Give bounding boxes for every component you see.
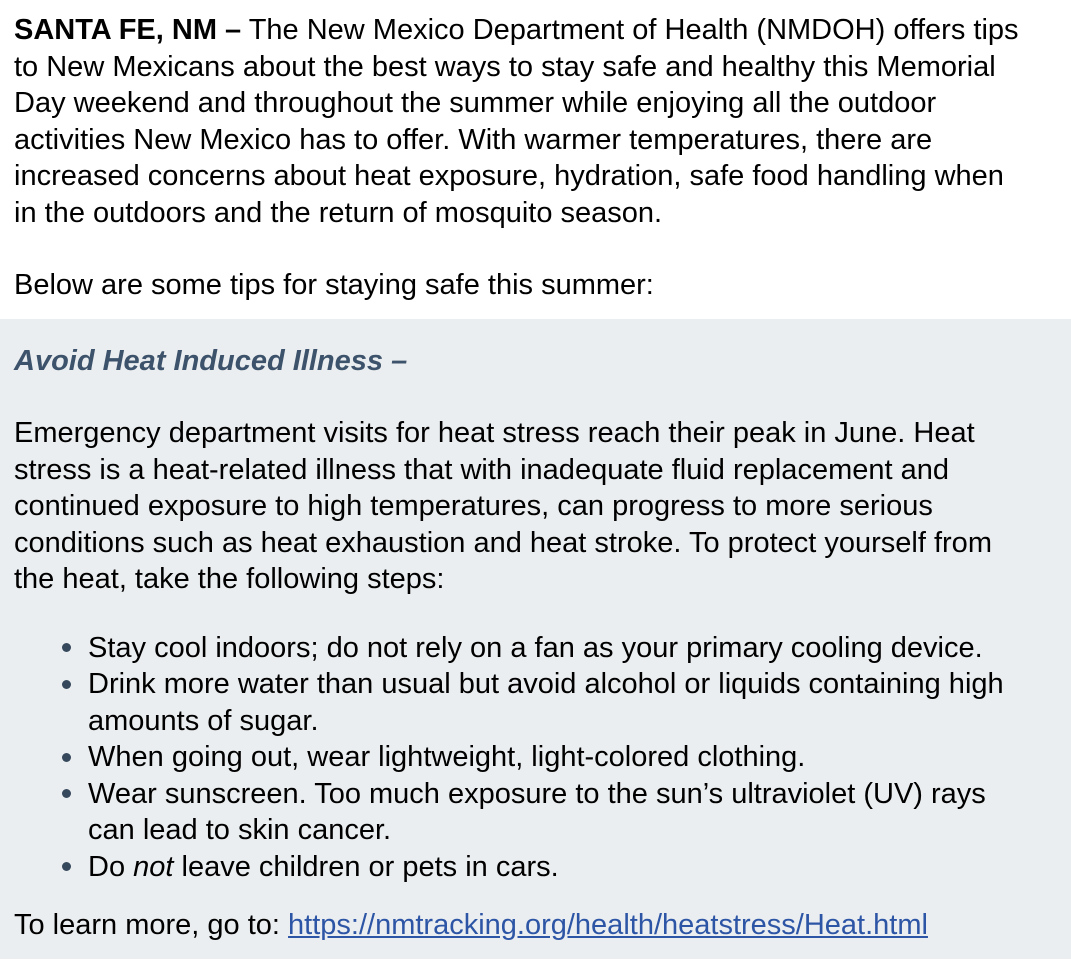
learn-more-line xyxy=(14,907,1028,944)
bullet-text: Drink more water than usual but avoid alcohol or liquids containing high amounts of sugar. xyxy=(88,668,1004,737)
lead-text: The New Mexico Department of Health (NMDOH) offers tips to New Mexicans about the best ways to stay safe and healthy this Memorial Day weekend and throughout the summer while enjoying all the outdoor activities New Mexico has to offer. With warmer temperatures, there are increased concerns about heat exposure, hydration, safe food handling when in the outdoors and the return of mosquito season. xyxy=(14,14,1019,229)
bullet-text: Wear sunscreen. Too much exposure to the sun’s ultraviolet (UV) rays can lead to skin cancer. xyxy=(88,777,986,846)
list-item xyxy=(88,849,1028,886)
intro-block xyxy=(0,12,1071,304)
dateline: SANTA FE, NM – xyxy=(14,14,242,46)
learn-more-label: To learn more, go to: xyxy=(14,909,289,941)
section-heading: Avoid Heat Induced Illness – xyxy=(14,344,408,377)
bullet-text: When going out, wear lightweight, light-colored clothing. xyxy=(88,741,806,773)
heat-stress-paragraph: Emergency department visits for heat stress reach their peak in June. Heat stress is a heat-related illness that with inadequate fluid replacement and continued exposure to high temperatures, can progress to more serious conditions such as heat exhaustion and heat stroke. To protect yourself from the heat, take the following steps: xyxy=(14,417,992,595)
bullet-text-pre: Do xyxy=(88,850,134,883)
tips-intro: Below are some tips for staying safe this summer: xyxy=(14,269,654,301)
bullet-text-emphasis: not xyxy=(133,850,174,883)
heatstress-link[interactable]: https://nmtracking.org/health/heatstress/Heat.html xyxy=(288,909,928,941)
bullet-text-post: leave children or pets in cars. xyxy=(173,850,559,883)
bullet-text: Stay cool indoors; do not rely on a fan as your primary cooling device. xyxy=(88,631,983,664)
lead-paragraph xyxy=(14,12,1028,231)
list-item xyxy=(88,666,1028,739)
list-item xyxy=(88,630,1028,667)
heat-illness-section xyxy=(0,319,1071,959)
list-item xyxy=(88,776,1028,849)
heat-tips-list xyxy=(14,630,1028,886)
list-item xyxy=(88,739,1028,776)
